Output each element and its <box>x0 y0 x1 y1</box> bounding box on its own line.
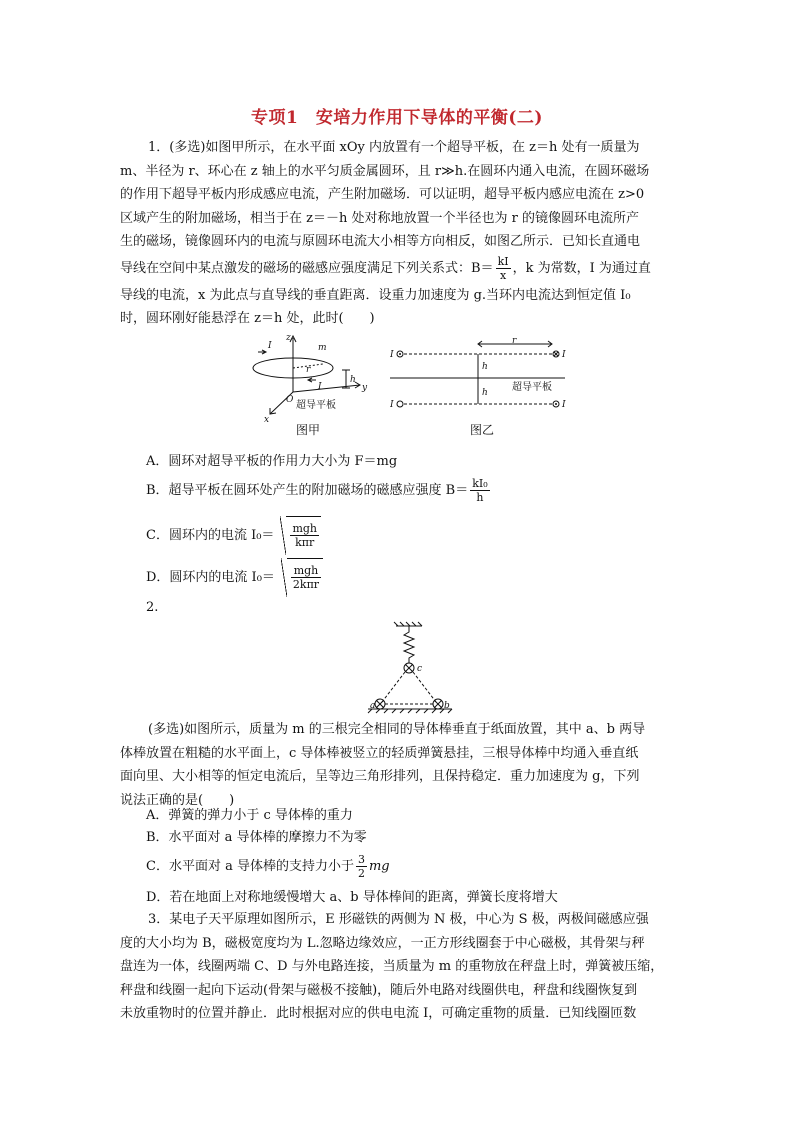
q1-line: 1．(多选)如图甲所示，在水平面 xOy 内放置有一个超导平板，在 z＝h 处有一质量为 <box>148 140 640 155</box>
q1-line: 的作用下超导平板内形成感应电流，产生附加磁场．可以证明，超导平板内感应电流在 z>0 <box>120 187 645 202</box>
q1-line: 时，圆环刚好能悬浮在 z＝h 处，此时( ) <box>120 311 375 326</box>
fig-jia-label-I2: I <box>318 382 322 392</box>
fig-yi-caption: 图乙 <box>470 423 495 437</box>
q3-line: 3．某电子天平原理如图所示，E 形磁铁的两侧为 N 极，中心为 S 极，两极间磁感应强 <box>148 912 649 927</box>
formula-fraction: $\frac{kI}{x}$ <box>497 254 509 282</box>
q1-line: 生的磁场，镜像圆环内的电流与原圆环电流大小相等方向相反，如图乙所示．已知长直通电 <box>120 234 641 249</box>
q2-option-d: D．若在地面上对称地缓慢增大 a、b 导体棒间的距离，弹簧长度将增大 <box>146 890 558 905</box>
fig-jia-label-h: h <box>350 375 356 385</box>
fig-yi-label-r: r <box>512 338 517 346</box>
fig-jia-label-x: x <box>264 415 270 425</box>
figure-yi <box>390 338 580 418</box>
q1-line: m、半径为 r、环心在 z 轴上的水平匀质金属圆环，且 r≫h.在圆环内通入电流，在圆环磁场 <box>120 163 650 179</box>
fig-yi-label-I1: I <box>390 350 394 360</box>
q3-line: 秤盘和线圈一起向下运动(骨架与磁极不接触)，随后外电路对线圈供电，秤盘和线圈恢复到 <box>120 982 638 998</box>
fig-jia-label-I: I <box>268 341 272 351</box>
question-3-text <box>120 908 676 1026</box>
fig-q2-label-b: b <box>444 701 450 711</box>
question-2-text <box>120 718 676 812</box>
q2-line: 说法正确的是( ) <box>120 792 235 808</box>
fig-jia-caption: 图甲 <box>296 423 321 437</box>
q1-option-a: A．圆环对超导平板的作用力大小为 F＝mg <box>146 454 398 469</box>
q1-option-c: C．圆环内的电流 I₀＝ $\frac{\text{mgh}}{\text{kπr}}$ <box>146 516 321 555</box>
fig-jia-label-y: y <box>362 383 368 393</box>
q1-option-b: B．超导平板在圆环处产生的附加磁场的磁感应强度 B＝ $\frac{\text{kI₀}}{h}$ <box>146 477 488 504</box>
fig-q2-label-a: a <box>370 701 376 711</box>
q1-option-d: D．圆环内的电流 I₀＝ $\frac{\text{mgh}}{\text{2kπr}}$ <box>146 558 323 597</box>
q2-line: (多选)如图所示，质量为 m 的三根完全相同的导体棒垂直于纸面放置，其中 a、b 两导 <box>148 722 646 737</box>
q1-line: 区域产生的附加磁场，相当于在 z＝－h 处对称地放置一个半径也为 r 的镜像圆环电流所产 <box>120 210 639 226</box>
fig-yi-label-I3: I <box>390 400 394 410</box>
q1-line: 导线在空间中某点激发的磁场的磁感应强度满足下列关系式：B＝ $\frac{kI}{x}$ ，k 为常数，I 为通过直 <box>120 254 651 282</box>
q2-line: 体棒放置在粗糙的水平面上，c 导体棒被竖立的轻质弹簧悬挂，三根导体棒中均通入垂直纸 <box>120 745 639 761</box>
q3-line: 盘连为一体，线圈两端 C、D 与外电路连接，当质量为 m 的重物放在秤盘上时，弹簧被压缩， <box>120 959 664 974</box>
fig-yi-label-I4: I <box>562 400 566 410</box>
fig-jia-plate-label: 超导平板 <box>296 400 336 411</box>
page-title: 专项1 安培力作用下导体的平衡(二) <box>251 108 543 128</box>
q3-line: 未放重物时的位置并静止．此时根据对应的供电电流 I，可确定重物的质量．已知线圈匝数 <box>120 1006 637 1021</box>
q2-option-a: A．弹簧的弹力小于 c 导体棒的重力 <box>146 808 353 823</box>
fig-jia-label-O: O <box>286 395 294 405</box>
fig-q2-label-c: c <box>417 664 423 674</box>
fig-jia-label-z: z <box>286 333 291 343</box>
question-1-text <box>120 136 676 331</box>
q2-option-c: C．水平面对 a 导体棒的支持力小于 $\frac{3}{2}$ mg <box>146 853 390 880</box>
q1-line: 导线的电流，x 为此点与直导线的垂直距离．设重力加速度为 g.当环内电流达到恒定值 I₀ <box>120 287 631 303</box>
fig-yi-label-I2: I <box>562 350 566 360</box>
q2-number: 2. <box>146 600 159 615</box>
fig-jia-label-m: m <box>318 343 327 353</box>
q2-option-b: B．水平面对 a 导体棒的摩擦力不为零 <box>146 830 367 845</box>
fig-yi-label-h1: h <box>482 362 488 372</box>
fig-yi-label-h2: h <box>482 388 488 398</box>
fig-yi-plate-label: 超导平板 <box>512 382 552 393</box>
q2-line: 面向里、大小相等的恒定电流后，呈等边三角形排列，且保持稳定．重力加速度为 g，下列 <box>120 769 640 784</box>
fig-jia-label-r: r <box>306 365 311 375</box>
q3-line: 度的大小均为 B，磁极宽度均为 L.忽略边缘效应，一正方形线圈套于中心磁极，其骨架与秤 <box>120 935 645 951</box>
figure-q2 <box>364 618 464 714</box>
